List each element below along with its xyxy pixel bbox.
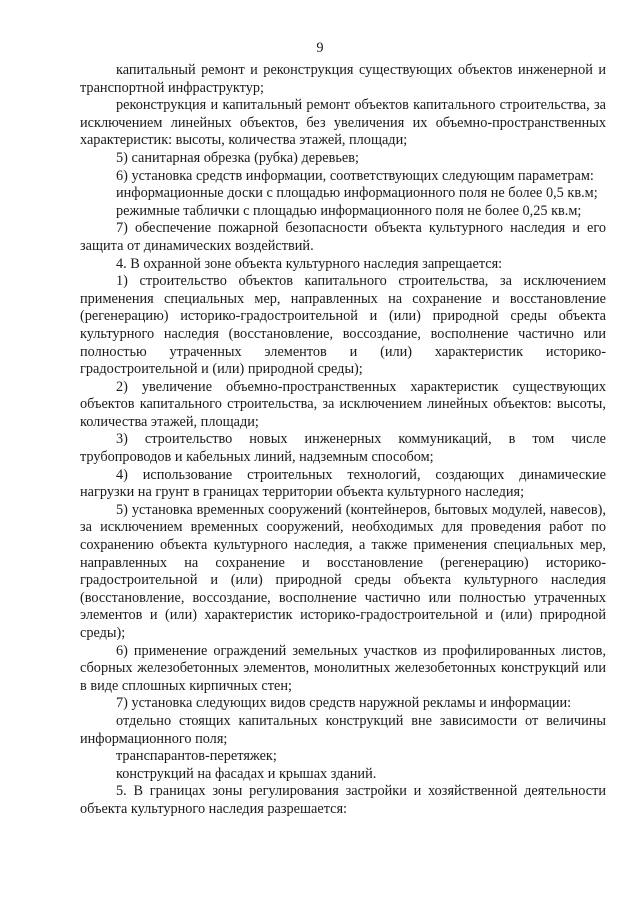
paragraph: информационные доски с площадью информационного поля не более 0,5 кв.м; bbox=[116, 185, 598, 202]
paragraph: 5) установка временных сооружений (контейнеров, бытовых модулей, навесов), за исключением временных сооружений, необходимых для проведения работ по сохранению объекта культурного наследия, а также применения специальных мер, направленных на сохранение и восстановление (регенерацию) историко-градостроительной и (или) природной среды объекта культурного наследия (восстановление, воссоздание, восполнение частично или полностью утраченных элементов и (или) характеристик историко-градостроительной и (или) природной среды); bbox=[80, 501, 606, 641]
paragraph: капитальный ремонт и реконструкция существующих объектов инженерной и транспортной инфраструктур; bbox=[80, 62, 606, 96]
paragraph: реконструкция и капитальный ремонт объектов капитального строительства, за исключением линейных объектов, без увеличения их объемно-пространственных характеристик: высоты, количества этажей, площади; bbox=[80, 97, 606, 149]
paragraph: 5) санитарная обрезка (рубка) деревьев; bbox=[116, 149, 359, 166]
paragraph: 4. В охранной зоне объекта культурного наследия запрещается: bbox=[116, 255, 503, 272]
paragraph: 4) использование строительных технологий, создающих динамические нагрузки на грунт в границах территории объекта культурного наследия; bbox=[80, 466, 606, 501]
paragraph: конструкций на фасадах и крышах зданий. bbox=[116, 765, 377, 782]
paragraph: 7) установка следующих видов средств наружной рекламы и информации: bbox=[116, 695, 572, 712]
paragraph: 2) увеличение объемно-пространственных характеристик существующих объектов капитального строительства, за исключением линейных объектов: высоты, количества этажей, площади; bbox=[80, 378, 606, 430]
paragraph: 6) установка средств информации, соответствующих следующим параметрам: bbox=[116, 167, 594, 184]
paragraph: отдельно стоящих капитальных конструкций вне зависимости от величины информационного поля; bbox=[80, 712, 606, 747]
page-number: 9 bbox=[316, 40, 324, 56]
paragraph: 5. В границах зоны регулирования застройки и хозяйственной деятельности объекта культурного наследия разрешается: bbox=[80, 783, 606, 817]
paragraph: 7) обеспечение пожарной безопасности объекта культурного наследия и его защита от динамических воздействий. bbox=[80, 220, 606, 254]
paragraph: 1) строительство объектов капитального строительства, за исключением применения специальных мер, направленных на сохранение и восстановление (регенерацию) историко-градостроительной и (или) природной среды объекта культурного наследия (восстановление, воссоздание, восполнение частично или полностью утраченных элементов и (или) характеристик историко-градостроительной и (или) природной среды); bbox=[80, 273, 606, 378]
paragraph: 3) строительство новых инженерных коммуникаций, в том числе трубопроводов и кабельных линий, надземным способом; bbox=[80, 431, 606, 466]
paragraph: 6) применение ограждений земельных участков из профилированных листов, сборных железобетонных элементов, монолитных железобетонных конструкций или в виде сплошных кирпичных стен; bbox=[80, 642, 606, 694]
document-body bbox=[80, 62, 606, 819]
paragraph: режимные таблички с площадью информационного поля не более 0,25 кв.м; bbox=[116, 202, 582, 219]
paragraph: транспарантов-перетяжек; bbox=[116, 748, 277, 765]
